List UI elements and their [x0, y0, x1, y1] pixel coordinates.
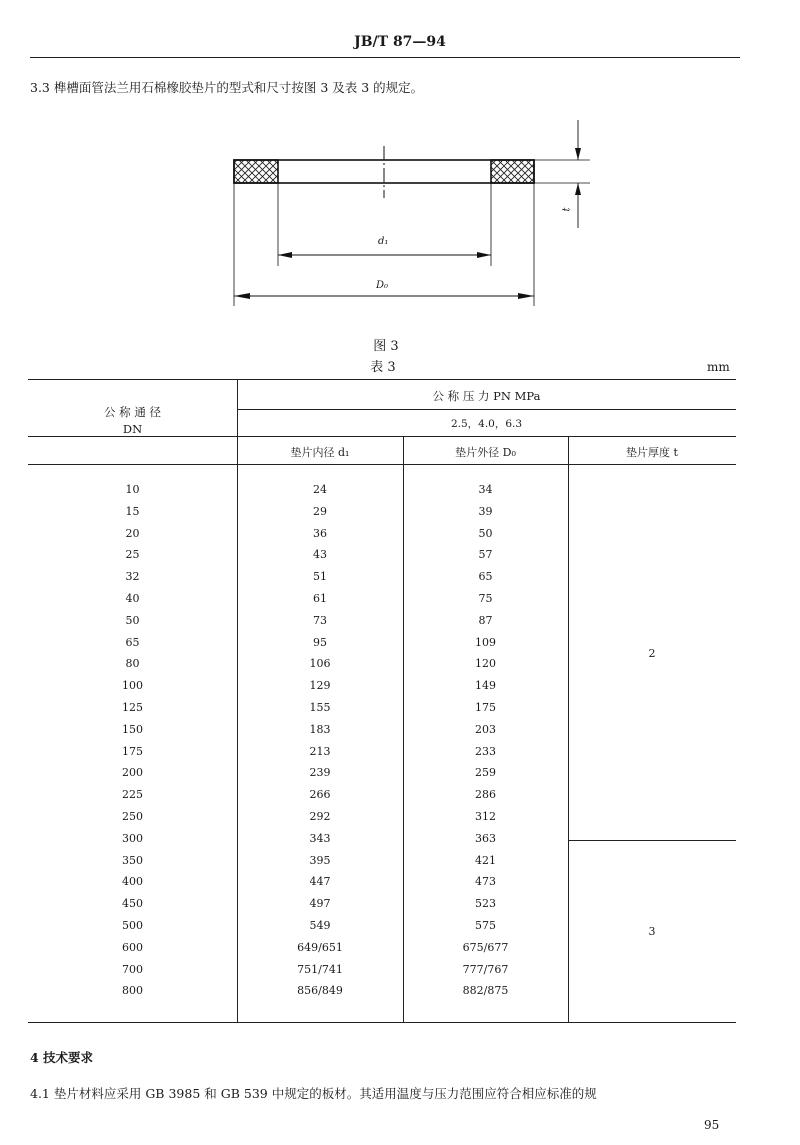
cell-dn: 15 — [125, 504, 140, 518]
table-rule-header-bottom — [28, 464, 736, 465]
cell-dn: 25 — [125, 548, 140, 562]
cell-outer-diameter: 233 — [475, 744, 496, 758]
cell-inner-diameter: 43 — [313, 548, 327, 562]
cell-dn: 150 — [122, 722, 143, 736]
cell-outer-diameter: 57 — [478, 548, 493, 562]
cell-dn: 700 — [122, 962, 143, 976]
cell-inner-diameter: 155 — [309, 701, 331, 714]
cell-inner-diameter: 24 — [313, 483, 327, 496]
cell-inner-diameter: 447 — [309, 875, 331, 889]
cell-inner-diameter: 29 — [313, 504, 327, 518]
cell-inner-diameter: 395 — [309, 853, 331, 867]
page-number: 95 — [704, 1118, 720, 1132]
header-rule — [30, 57, 740, 58]
cell-outer-diameter: 363 — [475, 831, 496, 845]
cell-inner-diameter: 549 — [309, 919, 331, 932]
cell-outer-diameter: 65 — [478, 570, 493, 584]
cell-outer-diameter: 39 — [478, 504, 493, 518]
cell-outer-diameter: 34 — [478, 483, 493, 496]
cell-outer-diameter: 286 — [475, 788, 496, 802]
cell-dn: 800 — [122, 984, 143, 998]
thickness-value-group-a: 2 — [648, 647, 656, 660]
cell-dn: 125 — [122, 701, 143, 714]
cell-outer-diameter: 882/875 — [462, 984, 509, 998]
cell-dn: 100 — [122, 679, 143, 693]
cell-inner-diameter: 183 — [309, 722, 331, 736]
cell-outer-diameter: 575 — [475, 919, 496, 932]
cell-dn: 225 — [122, 788, 143, 802]
thickness-label: t — [561, 207, 573, 212]
cell-outer-diameter: 75 — [478, 592, 493, 605]
figure-caption: 图 3 — [373, 339, 399, 354]
cell-inner-diameter: 856/849 — [297, 984, 343, 998]
cell-dn: 20 — [125, 526, 140, 540]
cell-inner-diameter: 213 — [309, 744, 331, 758]
col-header-thickness: 垫片厚度 t — [626, 446, 678, 459]
cell-outer-diameter: 523 — [475, 897, 496, 911]
cell-outer-diameter: 421 — [475, 853, 496, 867]
gasket-drawing — [0, 110, 800, 320]
pressure-header: 公 称 压 力 PN MPa — [432, 389, 541, 403]
table-title: 表 3 — [370, 360, 396, 375]
cell-inner-diameter: 61 — [313, 592, 327, 605]
pressure-values: 2.5，4.0，6.3 — [450, 418, 523, 430]
cell-dn: 500 — [122, 919, 143, 932]
standard-number-header: JB/T 87—94 — [354, 34, 446, 50]
cell-inner-diameter: 73 — [313, 613, 327, 627]
cell-dn: 450 — [122, 897, 143, 911]
cell-inner-diameter: 106 — [309, 657, 331, 671]
cell-outer-diameter: 312 — [475, 810, 496, 823]
cell-inner-diameter: 751/741 — [297, 962, 343, 976]
section-4-heading: 4 技术要求 — [30, 1050, 94, 1065]
cell-outer-diameter: 473 — [475, 875, 496, 889]
table-unit: mm — [707, 360, 730, 374]
outer-diameter-label: D₀ — [376, 280, 389, 291]
cell-outer-diameter: 120 — [475, 657, 496, 671]
cell-dn: 10 — [125, 483, 140, 496]
cell-outer-diameter: 50 — [478, 526, 493, 540]
clause-4-1-text: 4.1 垫片材料应采用 GB 3985 和 GB 539 中规定的板材。其适用温度与压力范围应符合相应标准的规 — [30, 1086, 597, 1101]
table-rule-thickness-split — [568, 840, 736, 841]
col-header-dn-label: 公 称 通 径 — [104, 405, 161, 419]
cell-dn: 300 — [122, 831, 143, 845]
cell-dn: 350 — [122, 853, 143, 867]
cell-outer-diameter: 149 — [475, 679, 496, 693]
cell-inner-diameter: 266 — [309, 788, 331, 802]
cell-outer-diameter: 109 — [475, 635, 496, 649]
cell-outer-diameter: 175 — [475, 701, 496, 714]
cell-inner-diameter: 95 — [313, 635, 327, 649]
cell-outer-diameter: 87 — [478, 613, 493, 627]
thickness-value-group-b: 3 — [648, 925, 656, 938]
cell-inner-diameter: 239 — [309, 766, 331, 780]
cell-dn: 250 — [122, 810, 143, 823]
cell-inner-diameter: 129 — [309, 679, 331, 693]
cell-dn: 175 — [122, 744, 143, 758]
cell-dn: 400 — [122, 875, 143, 889]
cell-inner-diameter: 36 — [313, 526, 327, 540]
col-header-inner-diameter: 垫片内径 d₁ — [290, 446, 350, 459]
inner-diameter-label: d₁ — [378, 236, 389, 247]
cell-dn: 50 — [125, 613, 140, 627]
cell-outer-diameter: 777/767 — [462, 962, 509, 976]
cell-dn: 600 — [122, 940, 143, 954]
table-top-rule — [28, 379, 736, 380]
cell-dn: 200 — [122, 766, 143, 780]
table-rule-pressure — [237, 409, 736, 410]
cell-outer-diameter: 203 — [475, 722, 496, 736]
cell-dn: 65 — [125, 635, 140, 649]
cell-dn: 40 — [125, 592, 140, 605]
cell-outer-diameter: 675/677 — [462, 940, 509, 954]
cell-dn: 32 — [125, 570, 140, 584]
clause-3-3-text: 3.3 榫槽面管法兰用石棉橡胶垫片的型式和尺寸按图 3 及表 3 的规定。 — [30, 80, 424, 95]
cell-dn: 80 — [125, 657, 140, 671]
cell-outer-diameter: 259 — [475, 766, 496, 780]
table-bottom-rule — [28, 1022, 736, 1023]
col-header-dn-symbol: DN — [122, 422, 143, 436]
cell-inner-diameter: 292 — [309, 810, 331, 823]
cell-inner-diameter: 649/651 — [297, 940, 343, 954]
table-rule-subheader — [28, 436, 736, 437]
cell-inner-diameter: 51 — [313, 570, 327, 584]
col-header-outer-diameter: 垫片外径 D₀ — [455, 446, 516, 459]
cell-inner-diameter: 497 — [309, 897, 331, 911]
cell-inner-diameter: 343 — [309, 831, 331, 845]
